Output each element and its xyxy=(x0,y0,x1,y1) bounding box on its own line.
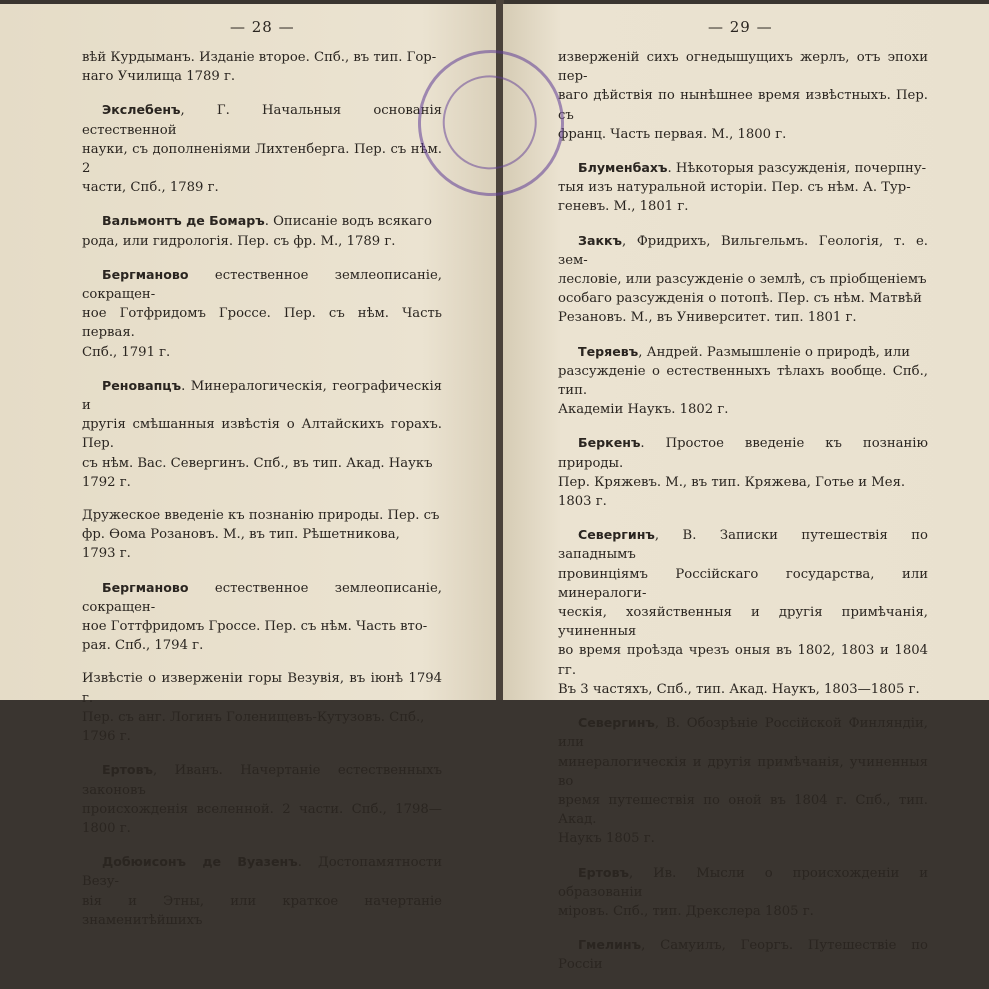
entry-text: вѣй Курдыманъ. Изданіе второе. Спб., въ тип. Гор- xyxy=(82,50,437,65)
entry-line xyxy=(558,713,928,752)
entry-text: лесловіе, или разсужденіе о землѣ, съ пріобщеніемъ xyxy=(558,272,927,288)
entry-text: , Г. Начальныя основанія естественной xyxy=(82,103,442,138)
entry-line xyxy=(558,289,928,308)
entry-line xyxy=(82,669,442,707)
entry-line xyxy=(558,125,928,144)
bibliography-entry xyxy=(82,760,442,838)
bibliography-entry xyxy=(82,669,442,746)
bibliography-entry xyxy=(82,852,442,930)
entry-line xyxy=(558,641,928,679)
entry-text: 1796 г. xyxy=(82,729,131,745)
entry-author: Ертовъ xyxy=(102,762,154,778)
entry-author: Добюисонъ де Вуазенъ xyxy=(102,854,298,870)
entry-line xyxy=(82,760,442,799)
entry-text: наго Училища 1789 г. xyxy=(82,69,236,85)
entry-author: Блуменбахъ xyxy=(578,160,668,176)
entry-line xyxy=(82,67,442,86)
entry-line xyxy=(558,935,928,974)
entry-text: . Достопамятности Везу- xyxy=(82,855,443,890)
entry-line xyxy=(558,270,928,289)
entry-text: естественное землеописаніе, сокращен- xyxy=(82,580,442,615)
bibliography-entry xyxy=(82,578,442,656)
bibliography-entry xyxy=(558,525,928,699)
entry-line xyxy=(558,178,928,197)
entry-line xyxy=(558,492,928,511)
entry-text: тыя изъ натуральной исторіи. Пер. съ нѣм. А. Тур- xyxy=(558,180,911,196)
entry-text: франц. Часть первая. М., 1800 г. xyxy=(558,126,787,142)
entry-line xyxy=(558,433,928,472)
entry-text: съ нѣм. Вас. Севергинъ. Спб., въ тип. Акад. Наукъ xyxy=(82,455,433,471)
entry-author: Севергинъ xyxy=(578,715,655,731)
entry-author: Ертовъ xyxy=(578,864,630,880)
entry-line xyxy=(558,680,928,699)
entry-text: , В. Записки путешествія по западнымъ xyxy=(558,528,928,563)
entry-text: провинціямъ Россійскаго государства, или минералоги- xyxy=(558,566,928,601)
entry-author: Бергманово xyxy=(102,266,189,282)
entry-author: Севергинъ xyxy=(578,527,655,543)
entry-text: Академіи Наукъ. 1802 г. xyxy=(558,402,729,418)
bibliography-entry xyxy=(558,48,928,144)
bibliography-entry xyxy=(558,713,928,848)
entry-text: ное Готтфридомъ Гроссе. Пер. съ нѣм. Часть вто- xyxy=(82,619,428,635)
entry-line xyxy=(82,852,442,891)
entry-text: . Описаніе водъ всякаго xyxy=(264,214,432,230)
entry-text: естественное землеописаніе, сокращен- xyxy=(82,267,442,303)
entry-text: геневъ. М., 1801 г. xyxy=(558,199,689,215)
entry-text: Извѣстіе о изверженіи горы Везувія, въ іюнѣ 1794 г. xyxy=(82,671,442,706)
entry-line xyxy=(558,829,928,848)
entry-line xyxy=(82,343,442,362)
entry-text: науки, съ дополненіями Лихтенберга. Пер. съ нѣм. 2 xyxy=(82,141,442,177)
entry-author: Бергманово xyxy=(102,579,189,595)
entry-line xyxy=(558,473,928,492)
entry-line xyxy=(558,603,928,641)
entry-text: фр. Ѳома Розановъ. М., въ тип. Рѣшетникова, xyxy=(82,527,400,543)
entry-author: Гмелинъ xyxy=(578,937,642,953)
entry-text: . Простое введеніе къ познанію природы. xyxy=(558,436,928,471)
bibliography-entry xyxy=(82,376,442,492)
entry-text: Пер. съ анг. Логинъ Голенищевъ-Кутузовъ. Спб., xyxy=(82,709,425,725)
bibliography-entry xyxy=(558,433,928,511)
entry-text: Въ 3 частяхъ, Спб., тип. Акад. Наукъ, 1803—1805 г. xyxy=(558,681,920,697)
entry-line xyxy=(82,727,442,746)
entry-text: , Фридрихъ, Вильгельмъ. Геологія, т. е. зем- xyxy=(558,233,928,268)
bibliography-entry xyxy=(82,265,442,362)
entry-line xyxy=(558,197,928,216)
entry-line xyxy=(82,178,442,197)
page-number-left: — 28 — xyxy=(230,18,295,36)
entry-line xyxy=(82,376,442,415)
entry-text: . Нѣкоторыя разсужденія, почерпну- xyxy=(667,161,927,177)
entry-author: Заккъ xyxy=(578,232,623,248)
entry-text: , Иванъ. Начертаніе естественныхъ законовъ xyxy=(82,763,442,798)
entry-text: разсужденіе о естественныхъ тѣлахъ вообще. Спб., тип. xyxy=(558,363,928,399)
entry-text: ческія, хозяйственныя и другія примѣчанія, учиненныя xyxy=(558,605,928,640)
entry-text: происхожденія вселенной. 2 части. Спб., 1798—1800 г. xyxy=(82,801,442,836)
entry-line xyxy=(82,578,442,617)
entry-text: 1803 г. xyxy=(558,494,607,510)
entry-line xyxy=(82,525,442,544)
entry-line xyxy=(82,232,442,251)
entry-line xyxy=(558,362,928,400)
entry-line xyxy=(558,565,928,603)
entry-text: части, Спб., 1789 г. xyxy=(82,180,219,196)
entry-text: Наукъ 1805 г. xyxy=(558,831,655,847)
page-number-right: — 29 — xyxy=(708,18,773,36)
bibliography-entry xyxy=(82,211,442,250)
entry-author: Реновапцъ xyxy=(102,377,182,393)
bibliography-entry xyxy=(558,231,928,328)
entry-line xyxy=(558,231,928,270)
entry-author: Вальмонтъ де Бомаръ xyxy=(102,213,265,229)
entry-author: Беркенъ xyxy=(578,435,641,451)
entry-text: Резановъ. М., въ Университет. тип. 1801 г. xyxy=(558,310,857,326)
entry-line xyxy=(82,48,442,67)
entry-line xyxy=(82,800,442,838)
entry-line xyxy=(82,211,442,231)
entry-text: рая. Спб., 1794 г. xyxy=(82,638,204,654)
entry-text: , Ив. Мысли о происхожденіи и образованіи xyxy=(558,865,928,900)
entry-line xyxy=(558,863,928,902)
bibliography-entry xyxy=(82,48,442,86)
entry-text: міровъ. Спб., тип. Дрекслера 1805 г. xyxy=(558,903,814,919)
entry-line xyxy=(82,415,442,453)
entry-text: . Минералогическія, географическія и xyxy=(82,378,442,414)
stamp-inner-ring xyxy=(431,63,549,181)
entry-line xyxy=(82,473,442,492)
entry-line xyxy=(558,400,928,419)
entry-line xyxy=(82,265,442,304)
entry-line xyxy=(558,342,928,362)
entry-text: Спб., 1791 г. xyxy=(82,344,171,360)
entry-text: Дружеское введеніе къ познанію природы. Пер. съ xyxy=(82,508,440,524)
entry-text: минералогическія и другія примѣчанія, учиненныя во xyxy=(558,754,928,789)
left-text-column xyxy=(82,48,442,944)
entry-line xyxy=(558,525,928,564)
bibliography-entry xyxy=(558,863,928,922)
entry-text: ваго дѣйствія по нынѣшнее время извѣстныхъ. Пер. съ xyxy=(558,88,928,123)
entry-line xyxy=(82,506,442,525)
entry-line xyxy=(82,544,442,563)
entry-author: Теряевъ xyxy=(578,343,639,359)
entry-line xyxy=(558,791,928,829)
entry-line xyxy=(558,902,928,921)
entry-text: , Андрей. Размышленіе о природѣ, или xyxy=(638,344,910,360)
entry-line xyxy=(558,86,928,124)
entry-line xyxy=(82,304,442,342)
entry-line xyxy=(558,308,928,327)
entry-text: изверженій сихъ огнедышущихъ жерлъ, отъ эпохи пер- xyxy=(558,50,928,85)
bibliography-entry xyxy=(82,506,442,564)
entry-text: 1792 г. xyxy=(82,474,131,490)
entry-line xyxy=(558,158,928,178)
entry-text: другія смѣшанныя извѣстія о Алтайскихъ горахъ. Пер. xyxy=(82,417,442,452)
entry-text: вія и Этны, или краткое начертаніе знаменитѣйшихъ xyxy=(82,893,442,928)
entry-line xyxy=(82,892,442,930)
entry-line xyxy=(82,100,442,139)
entry-line xyxy=(558,48,928,86)
bibliography-entry xyxy=(558,935,928,974)
bibliography-entry xyxy=(558,158,928,217)
entry-text: во время проѣзда чрезъ оныя въ 1802, 1803 и 1804 гг. xyxy=(558,643,928,678)
entry-line xyxy=(82,140,442,178)
entry-text: время путешествія по оной въ 1804 г. Спб., тип. Акад. xyxy=(558,792,928,828)
entry-text: 1793 г. xyxy=(82,546,131,562)
right-text-column xyxy=(558,48,928,989)
entry-text: особаго разсужденія о потопѣ. Пер. съ нѣм. Матвѣй xyxy=(558,291,922,307)
bibliography-entry xyxy=(558,342,928,420)
entry-author: Экслебенъ xyxy=(102,102,181,118)
entry-line xyxy=(82,708,442,727)
right-page xyxy=(503,4,989,973)
entry-line xyxy=(82,636,442,655)
bibliography-entry xyxy=(82,100,442,197)
entry-text: ное Готфридомъ Гроссе. Пер. съ нѣм. Часть первая. xyxy=(82,306,442,341)
entry-text: , Самуилъ, Георгъ. Путешествіе по Россіи xyxy=(558,938,928,973)
entry-line xyxy=(82,617,442,636)
entry-line xyxy=(558,753,928,791)
entry-line xyxy=(82,454,442,473)
entry-text: рода, или гидрологія. Пер. съ фр. М., 1789 г. xyxy=(82,233,396,249)
entry-text: Пер. Кряжевъ. М., въ тип. Кряжева, Готье и Мея. xyxy=(558,474,906,490)
entry-text: , В. Обозрѣніе Россійской Финляндіи, или xyxy=(558,716,928,751)
